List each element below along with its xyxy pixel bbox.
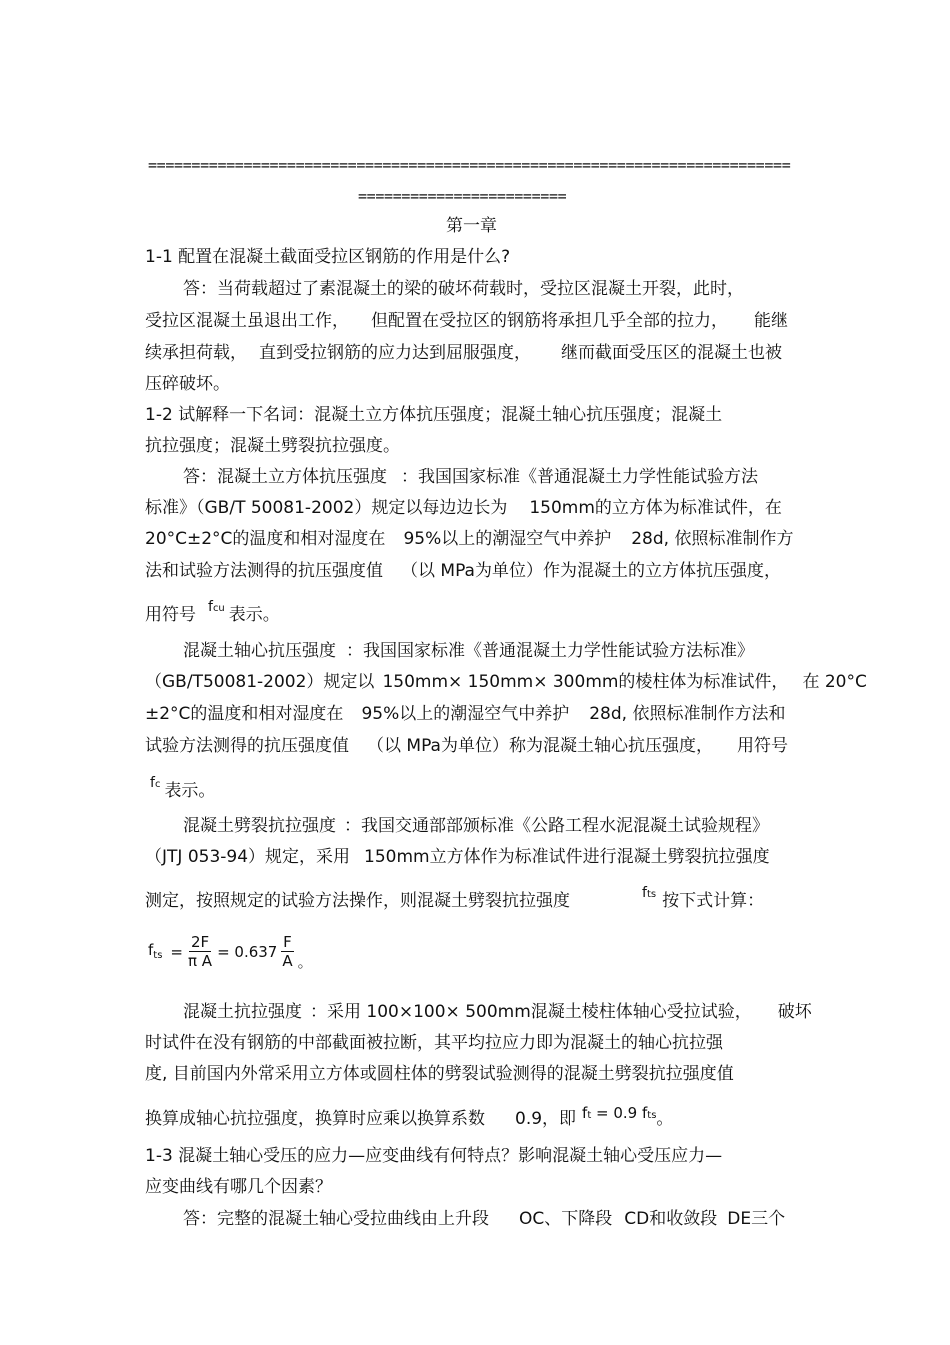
text-segment: 用符号 (736, 736, 788, 756)
text-segment: 继而截面受压区的混凝土也被 (561, 343, 782, 363)
fraction-f-over-a: $\frac{F}{A}$ (282, 933, 293, 970)
text-segment: 95%以上的潮湿空气中养护 (361, 704, 570, 724)
text-segment: 按下式计算： (662, 891, 765, 911)
text-segment: 破坏 (777, 1002, 812, 1022)
answer-1-1-line: 压碎破坏。 (145, 374, 230, 394)
answer-1-2-line (183, 640, 754, 662)
term-heading: 混凝土轴心抗压强度 (183, 641, 336, 661)
answer-1-2-line: 度, 目前国内外常采用立方体或圆柱体的劈裂试验测得的混凝土劈裂抗拉强度值 (145, 1064, 734, 1084)
text-segment: 用符号 (145, 605, 196, 625)
chapter-title: 第一章 (446, 216, 497, 236)
text-segment: ：我国国家标准《普通混凝土力学性能试验方法标准》 (346, 641, 754, 661)
text-segment: 续承担荷载， (145, 343, 247, 363)
question-1-2: 抗拉强度；混凝土劈裂抗拉强度。 (145, 436, 400, 456)
answer-1-2-line (183, 466, 758, 488)
formula-coefficient: = 0.637 (217, 942, 278, 961)
answer-1-2-line (150, 775, 216, 805)
text-segment: 标准》（GB/T 50081-2002）规定以每边边长为 (145, 498, 508, 518)
text-segment: DE三个 (727, 1209, 786, 1229)
question-1-2: 1-2 试解释一下名词：混凝土立方体抗压强度；混凝土轴心抗压强度；混凝土 (145, 405, 723, 425)
answer-1-1-line (145, 310, 788, 332)
term-heading: 混凝土抗拉强度 (183, 1002, 302, 1022)
text-segment: 受拉区混凝土虽退出工作， (145, 311, 349, 331)
text-segment: 表示。 (228, 605, 280, 625)
question-1-3: 1-3 混凝土轴心受压的应力—应变曲线有何特点？影响混凝土轴心受压应力— (145, 1146, 723, 1166)
text-segment: 。 (656, 1109, 674, 1129)
answer-1-2-line (145, 846, 770, 868)
answer-1-2-line (145, 735, 788, 757)
answer-1-2-line: 时试件在没有钢筋的中部截面被拉断，其平均拉应力即为混凝土的轴心抗拉强 (145, 1033, 723, 1053)
answer-1-2-line (145, 671, 867, 693)
symbol-fts: fts (642, 885, 657, 901)
text-segment: 但配置在受拉区的钢筋将承担几乎全部的拉力， (371, 311, 728, 331)
text-segment: 在 20°C (802, 672, 867, 692)
answer-1-3-line (183, 1208, 785, 1230)
text-segment: ：我国交通部部颁标准《公路工程水泥混凝土试验规程》 (344, 816, 769, 836)
text-segment: （以 MPa为单位）作为混凝土的立方体抗压强度， (401, 561, 781, 581)
answer-1-2-line (145, 703, 785, 725)
answer-1-2-line (145, 528, 793, 550)
separator-line: ======================== (358, 187, 567, 205)
term-heading: 混凝土劈裂抗拉强度 (183, 816, 336, 836)
text-segment: ：我国国家标准《普通混凝土力学性能试验方法 (401, 467, 758, 487)
formula-end: 。 (297, 952, 313, 971)
answer-1-2-line (183, 1001, 812, 1023)
question-1-3: 应变曲线有哪几个因素？ (145, 1177, 332, 1197)
symbol-fcu: fcu (208, 599, 225, 615)
text-segment: 150mm× 150mm× 300mm的棱柱体为标准试件， (382, 672, 789, 692)
text-segment: 能继 (754, 311, 788, 331)
formula-lhs: $f_{ts}$ (148, 941, 163, 961)
text-segment: 20°C±2°C的温度和相对湿度在 (145, 529, 386, 549)
conversion-formula: ft = 0.9 fts (582, 1104, 657, 1122)
text-segment: 表示。 (164, 781, 216, 801)
text-segment: CD和收敛段 (624, 1209, 718, 1229)
text-segment: 测定，按照规定的试验方法操作，则混凝土劈裂抗拉强度 (145, 891, 570, 911)
answer-1-1-line (145, 342, 782, 364)
text-segment: （以 MPa为单位）称为混凝土轴心抗压强度， (367, 736, 713, 756)
text-segment: 试验方法测得的抗压强度值 (145, 736, 349, 756)
text-segment: 150mm立方体作为标准试件进行混凝土劈裂抗拉强度 (364, 847, 770, 867)
term-heading: 答：混凝土立方体抗压强度 (183, 467, 387, 487)
symbol-fc: fc (150, 775, 161, 791)
answer-1-2-line (145, 497, 782, 519)
text-segment: OC、下降段 (519, 1209, 613, 1229)
text-segment: 直到受拉钢筋的应力达到屈服强度， (259, 343, 531, 363)
formula-equals: = (170, 942, 183, 961)
answer-1-2-line (145, 599, 280, 629)
text-segment: 答：完整的混凝土轴心受拉曲线由上升段 (183, 1209, 489, 1229)
fraction-2f-over-pi-a: $\frac{2F}{\text{π A}}$ (188, 933, 213, 970)
text-segment: 28d, 依照标准制作方法和 (589, 704, 786, 724)
split-tensile-formula (148, 933, 313, 970)
separator-line: ========================================================================== (148, 156, 791, 174)
text-segment: （JTJ 053-94）规定，采用 (145, 847, 351, 867)
answer-1-2-line (145, 1104, 674, 1133)
question-1-1: 1-1 配置在混凝土截面受拉区钢筋的作用是什么? (145, 247, 511, 267)
answer-1-2-line (145, 885, 765, 915)
answer-1-2-line (183, 815, 769, 837)
answer-1-2-line (145, 560, 781, 582)
text-segment: 28d, 依照标准制作方 (631, 529, 794, 549)
text-segment: 150mm的立方体为标准试件，在 (529, 498, 782, 518)
text-segment: ：采用 100×100× 500mm混凝土棱柱体轴心受拉试验， (310, 1002, 752, 1022)
text-segment: 0.9，即 (515, 1109, 577, 1129)
text-segment: 换算成轴心抗拉强度，换算时应乘以换算系数 (145, 1109, 485, 1129)
text-segment: 95%以上的潮湿空气中养护 (403, 529, 612, 549)
text-segment: ±2°C的温度和相对湿度在 (145, 704, 344, 724)
text-segment: 法和试验方法测得的抗压强度值 (145, 561, 383, 581)
answer-1-1-line: 答：当荷载超过了素混凝土的梁的破坏荷载时，受拉区混凝土开裂，此时， (183, 279, 744, 299)
text-segment: （GB/T50081-2002）规定以 (145, 672, 375, 692)
